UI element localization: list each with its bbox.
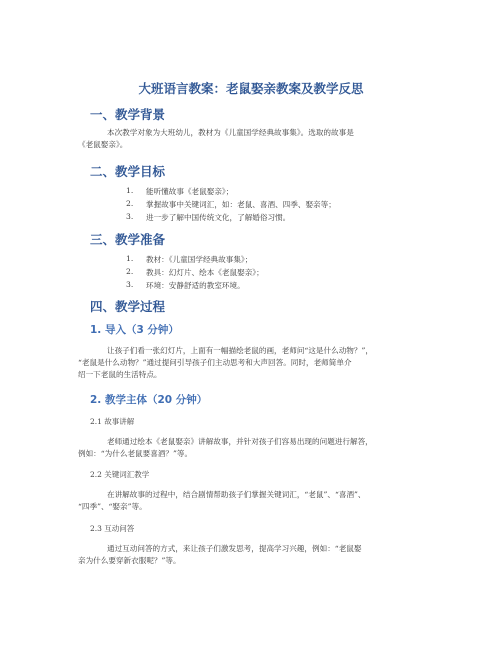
list-text: 教材：《儿童国学经典故事集》；	[146, 255, 253, 264]
sub-subsection-heading: 2.1 故事讲解	[90, 417, 135, 426]
list-text: 环境：安静舒适的教室环境。	[146, 281, 245, 290]
section-heading-process: 四、教学过程	[90, 299, 166, 314]
list-number: 1.	[126, 186, 134, 195]
story-paragraph-line: 老师通过绘本《老鼠娶亲》讲解故事，并针对孩子们容易出现的问题进行解答，	[107, 437, 373, 446]
background-paragraph-line: 《老鼠娶亲》。	[78, 140, 128, 149]
qa-paragraph-line: 亲为什么要穿新衣服呢？”等。	[78, 556, 181, 565]
section-heading-background: 一、教学背景	[90, 107, 166, 122]
list-number: 2.	[126, 199, 134, 208]
list-text: 掌握故事中关键词汇，如：老鼠、喜酒、四季、娶亲等；	[146, 200, 336, 209]
list-text: 进一步了解中国传统文化，了解婚俗习惯。	[146, 213, 291, 222]
list-text: 教具：幻灯片、绘本《老鼠娶亲》；	[146, 268, 264, 277]
section-heading-objectives: 二、教学目标	[90, 164, 166, 179]
list-text: 能听懂故事《老鼠娶亲》；	[146, 187, 234, 196]
list-number: 2.	[126, 267, 134, 276]
subsection-heading-intro: 1. 导入（3 分钟）	[90, 324, 179, 336]
story-paragraph-line: 例如：“为什么老鼠要喜酒？”等。	[78, 449, 193, 458]
intro-paragraph-line: “老鼠是什么动物？”通过提问引导孩子们主动思考和大声回答。同时，老师简单介	[78, 358, 352, 367]
background-paragraph-line: 本次教学对象为大班幼儿，教材为《儿童国学经典故事集》。选取的故事是	[107, 128, 354, 137]
qa-paragraph-line: 通过互动问答的方式，来让孩子们激发思考，提高学习兴趣，例如：“老鼠娶	[107, 544, 362, 553]
sub-subsection-heading: 2.2 关键词汇教学	[90, 470, 150, 479]
list-number: 1.	[126, 254, 134, 263]
document-title: 大班语言教案：老鼠娶亲教案及教学反思	[138, 81, 364, 96]
vocab-paragraph-line: 在讲解故事的过程中，结合剧情帮助孩子们掌握关键词汇，“老鼠”、“喜酒”、	[107, 490, 366, 499]
intro-paragraph-line: 绍一下老鼠的生活特点。	[78, 370, 162, 379]
sub-subsection-heading: 2.3 互动问答	[90, 524, 135, 533]
intro-paragraph-line: 让孩子们看一张幻灯片，上面有一幅描绘老鼠的画，老师问“这是什么动物？”，	[107, 346, 373, 355]
subsection-heading-main: 2. 教学主体（20 分钟）	[90, 394, 208, 406]
section-heading-preparation: 三、教学准备	[90, 232, 166, 247]
vocab-paragraph-line: “四季”、“娶亲”等。	[78, 502, 147, 511]
list-number: 3.	[126, 212, 134, 221]
list-number: 3.	[126, 280, 134, 289]
